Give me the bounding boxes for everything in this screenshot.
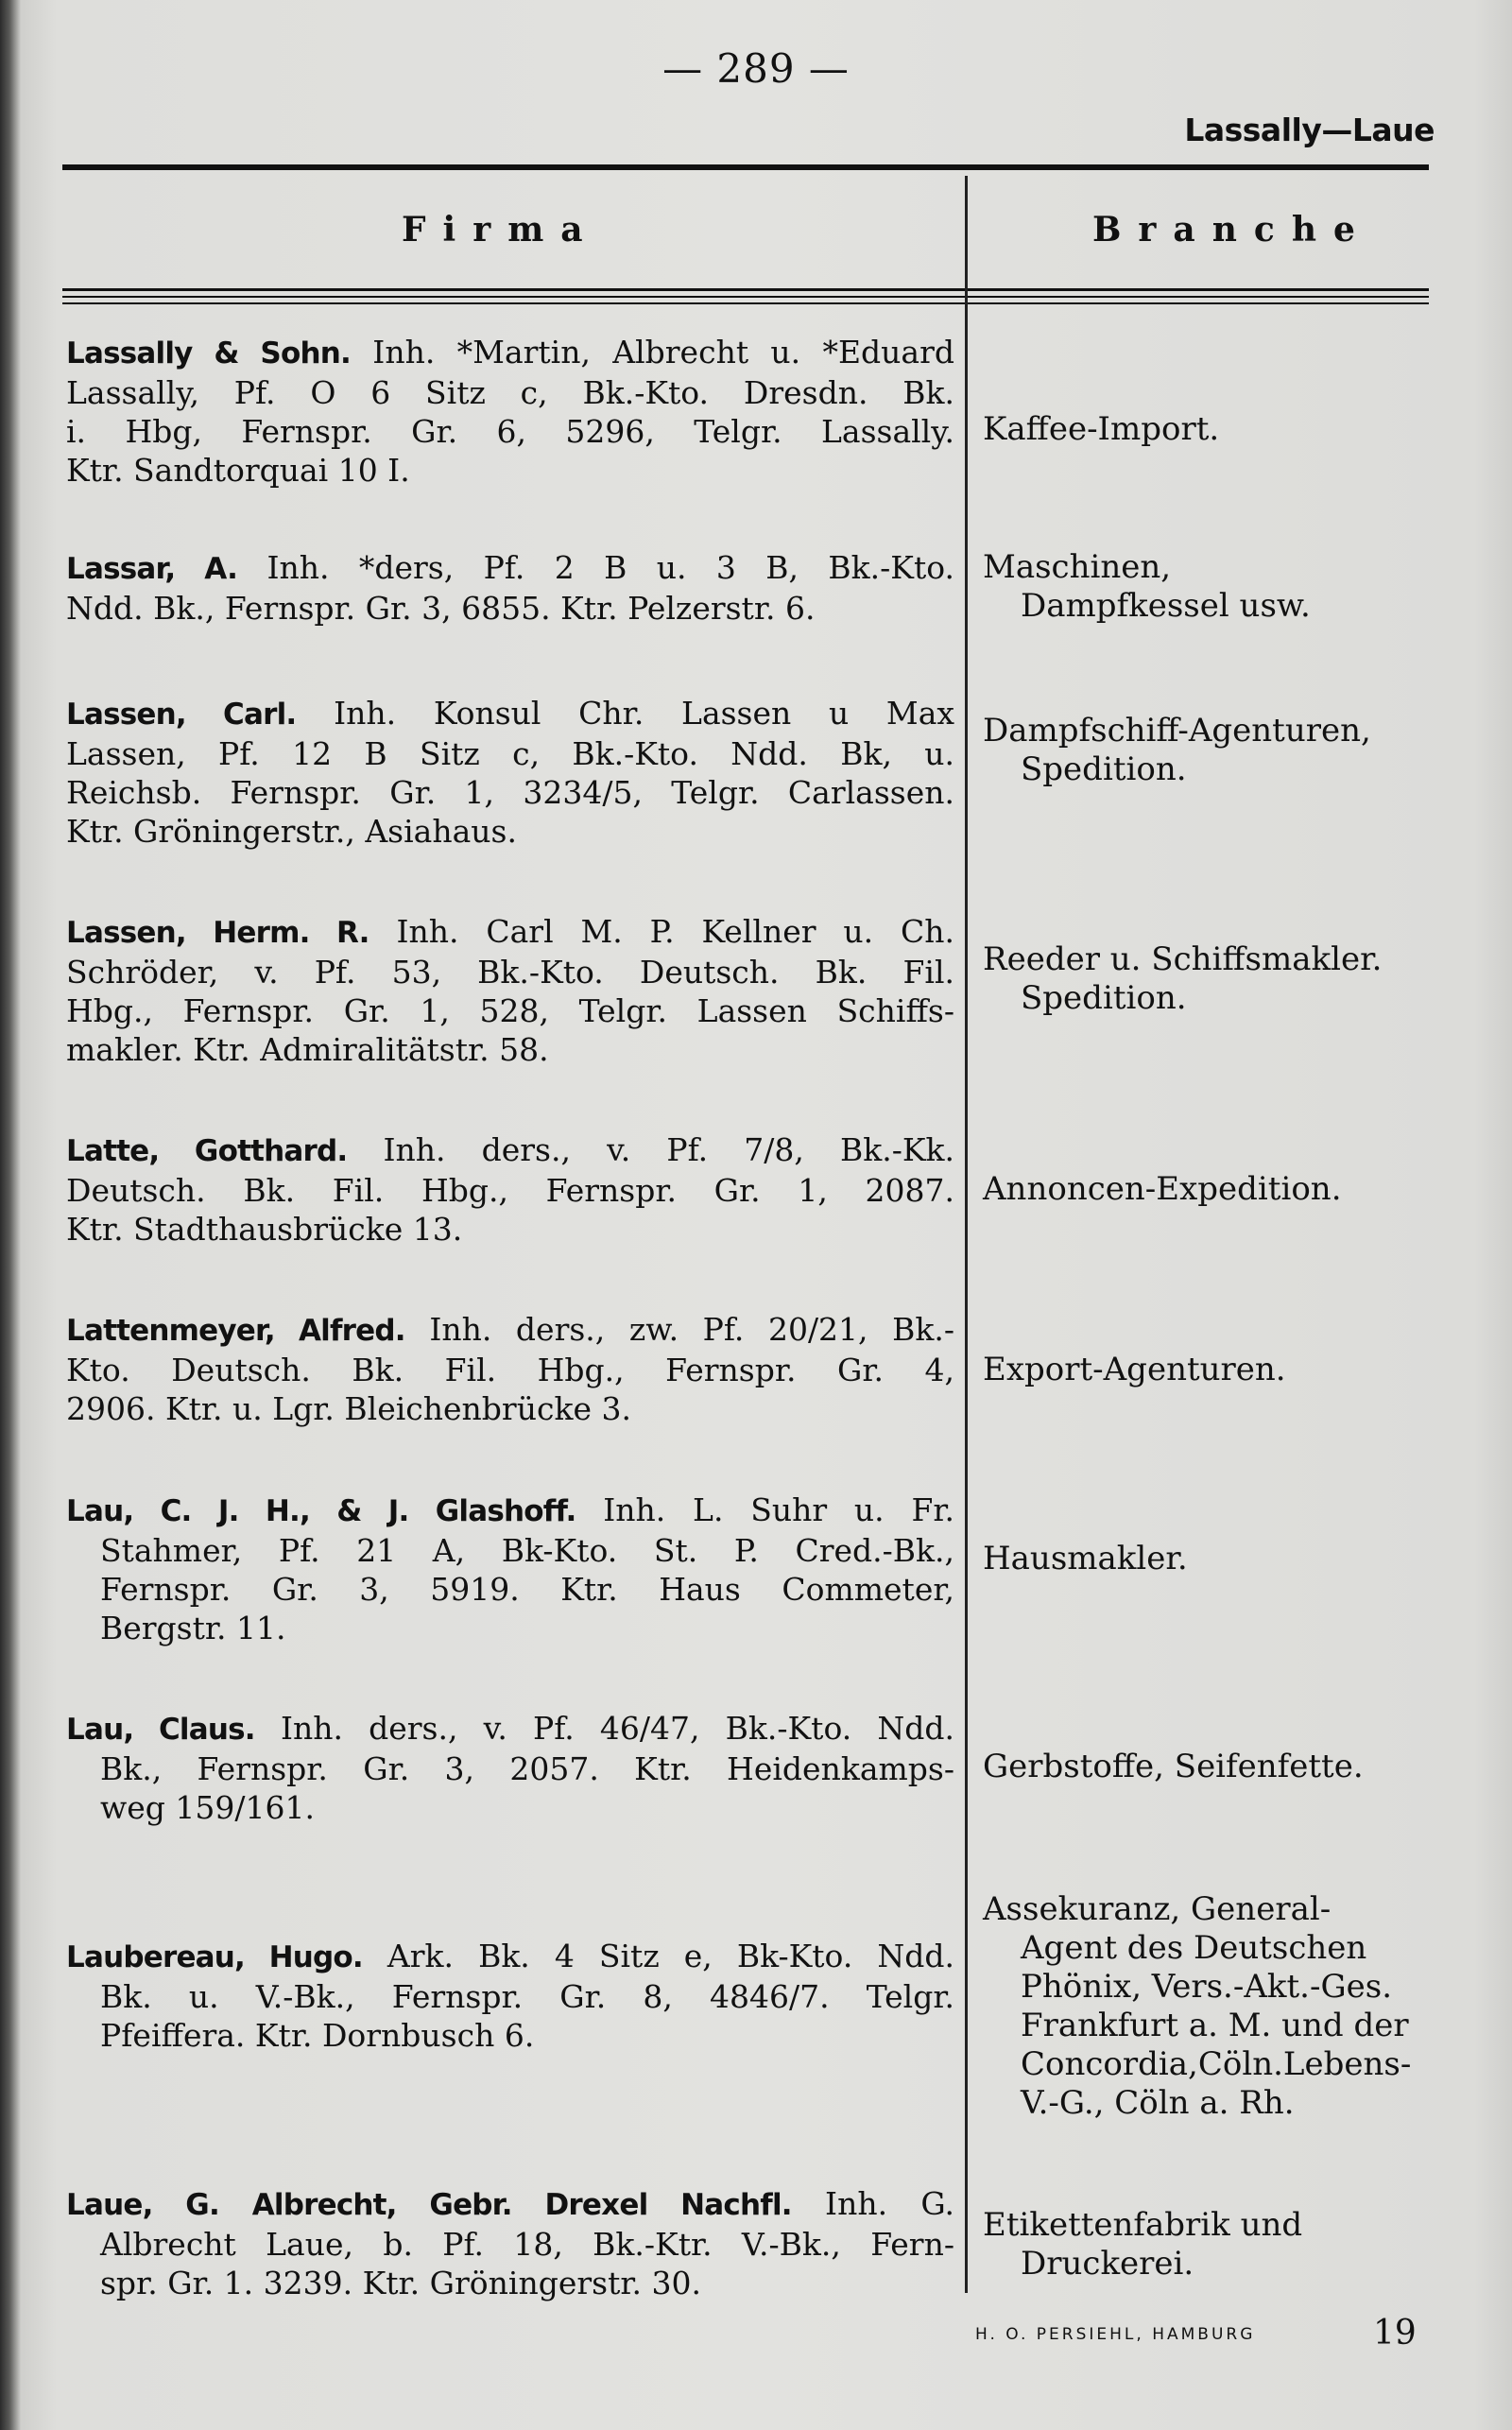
entry-line: makler. Ktr. Admiralitätstr. 58. <box>66 1031 549 1068</box>
entry-line: Lassen, Carl. Inh. Konsul Chr. Lassen u Max <box>66 695 954 732</box>
entry-line: Albrecht Laue, b. Pf. 18, Bk.-Ktr. V.-Bk., Fern- <box>100 2226 954 2263</box>
entry-line: Bk., Fernspr. Gr. 3, 2057. Ktr. Heidenkamps- <box>100 1750 954 1787</box>
firm-name: Lau, Claus. <box>66 1713 255 1747</box>
header-rule <box>62 288 1429 291</box>
signature-mark: 19 <box>1373 2314 1417 2352</box>
entry-line: Lassally, Pf. O 6 Sitz c, Bk.-Kto. Dresdn. Bk. <box>66 374 954 411</box>
branche-entry: Hausmakler. <box>983 1540 1188 1577</box>
entry-line: Lattenmeyer, Alfred. Inh. ders., zw. Pf. 20/21, Bk.- <box>66 1311 955 1348</box>
branche-entry: Kaffee-Import. <box>983 410 1220 448</box>
directory-entry <box>66 694 954 851</box>
running-head: Lassally—Laue <box>1184 112 1435 148</box>
entry-line: Bk. u. V.-Bk., Fernspr. Gr. 8, 4846/7. Telgr. <box>100 1978 954 2015</box>
branche-entry: Assekuranz, General- Agent des Deutschen Phönix, Vers.-Akt.-Ges. Frankfurt a. M. und der Concordia,Cöln.Lebens- V.-G., Cöln a. Rh. <box>983 1890 1412 2122</box>
entry-line: Lassen, Pf. 12 B Sitz c, Bk.-Kto. Ndd. Bk, u. <box>66 735 954 772</box>
directory-entry <box>66 1130 954 1249</box>
top-rule <box>62 164 1429 170</box>
firm-name: Lassen, Herm. R. <box>66 916 369 950</box>
directory-entry <box>66 2184 954 2302</box>
branche-entry: Annoncen-Expedition. <box>983 1170 1342 1208</box>
branche-entry: Export-Agenturen. <box>983 1351 1286 1388</box>
entry-line: Pfeiffera. Ktr. Dornbusch 6. <box>100 2017 535 2054</box>
entry-line: Lau, Claus. Inh. ders., v. Pf. 46/47, Bk.-Kto. Ndd. <box>66 1710 954 1747</box>
header-rule <box>62 302 1429 304</box>
directory-entry <box>66 548 954 628</box>
entry-line: spr. Gr. 1. 3239. Ktr. Gröningerstr. 30. <box>100 2265 701 2301</box>
printer-imprint: H. O. PERSIEHL, HAMBURG <box>975 2325 1256 2344</box>
branche-entry: Dampfschiff-Agenturen, Spedition. <box>983 712 1371 788</box>
entry-line: Schröder, v. Pf. 53, Bk.-Kto. Deutsch. Bk. Fil. <box>66 954 954 991</box>
entry-line: Lau, C. J. H., & J. Glashoff. Inh. L. Suhr u. Fr. <box>66 1491 954 1528</box>
firm-name: Laue, G. Albrecht, Gebr. Drexel Nachfl. <box>66 2188 792 2222</box>
firm-name: Lattenmeyer, Alfred. <box>66 1314 405 1348</box>
firm-name: Lassar, A. <box>66 552 238 586</box>
branche-entry: Etikettenfabrik und Druckerei. <box>983 2206 1303 2283</box>
branche-entry: Gerbstoffe, Seifenfette. <box>983 1748 1364 1785</box>
entry-line: Lassar, A. Inh. *ders, Pf. 2 B u. 3 B, Bk.-Kto. <box>66 549 954 586</box>
entry-line: Ktr. Gröningerstr., Asiahaus. <box>66 813 517 850</box>
entry-line: Stahmer, Pf. 21 A, Bk-Kto. St. P. Cred.-Bk., <box>100 1532 954 1569</box>
directory-entry <box>66 1709 954 1827</box>
firm-name: Lassally & Sohn. <box>66 336 351 371</box>
firm-name: Latte, Gotthard. <box>66 1134 348 1168</box>
header-rule <box>62 296 1429 298</box>
entry-line: Deutsch. Bk. Fil. Hbg., Fernspr. Gr. 1, 2087. <box>66 1172 954 1209</box>
column-header-firma: Firma <box>402 210 600 250</box>
firm-name: Lassen, Carl. <box>66 698 297 732</box>
branche-entry: Maschinen, Dampfkessel usw. <box>983 548 1311 625</box>
column-header-branche: Branche <box>1092 210 1372 250</box>
column-divider <box>965 176 968 2293</box>
entry-line: Hbg., Fernspr. Gr. 1, 528, Telgr. Lassen Schiffs- <box>66 992 954 1029</box>
directory-entry <box>66 1937 954 2055</box>
entry-line: Laubereau, Hugo. Ark. Bk. 4 Sitz e, Bk-Kto. Ndd. <box>66 1938 954 1974</box>
entry-line: Latte, Gotthard. Inh. ders., v. Pf. 7/8, Bk.-Kk. <box>66 1131 954 1168</box>
directory-entry <box>66 333 954 490</box>
entry-line: Bergstr. 11. <box>100 1610 286 1646</box>
entry-line: Kto. Deutsch. Bk. Fil. Hbg., Fernspr. Gr. 4, <box>66 1352 954 1388</box>
entry-line: Ndd. Bk., Fernspr. Gr. 3, 6855. Ktr. Pelzerstr. 6. <box>66 590 816 627</box>
entry-line: Laue, G. Albrecht, Gebr. Drexel Nachfl. Inh. G. <box>66 2185 955 2222</box>
entry-line: 2906. Ktr. u. Lgr. Bleichenbrücke 3. <box>66 1390 631 1427</box>
firm-name: Lau, C. J. H., & J. Glashoff. <box>66 1494 576 1528</box>
entry-line: Ktr. Sandtorquai 10 I. <box>66 452 410 489</box>
entry-line: Lassally & Sohn. Inh. *Martin, Albrecht u. *Eduard <box>66 334 955 371</box>
entry-line: Fernspr. Gr. 3, 5919. Ktr. Haus Commeter, <box>100 1571 954 1608</box>
entry-line: Reichsb. Fernspr. Gr. 1, 3234/5, Telgr. Carlassen. <box>66 774 954 811</box>
directory-entry <box>66 1491 954 1647</box>
branche-entry: Reeder u. Schiffsmakler. Spedition. <box>983 940 1383 1017</box>
page-number: — 289 — <box>662 45 850 92</box>
entry-line: weg 159/161. <box>100 1789 315 1826</box>
entry-line: Lassen, Herm. R. Inh. Carl M. P. Kellner u. Ch. <box>66 913 954 950</box>
directory-entry <box>66 1310 954 1428</box>
entry-line: i. Hbg, Fernspr. Gr. 6, 5296, Telgr. Lassally. <box>66 413 954 450</box>
directory-entry <box>66 912 954 1069</box>
entry-line: Ktr. Stadthausbrücke 13. <box>66 1211 463 1248</box>
firm-name: Laubereau, Hugo. <box>66 1940 363 1974</box>
